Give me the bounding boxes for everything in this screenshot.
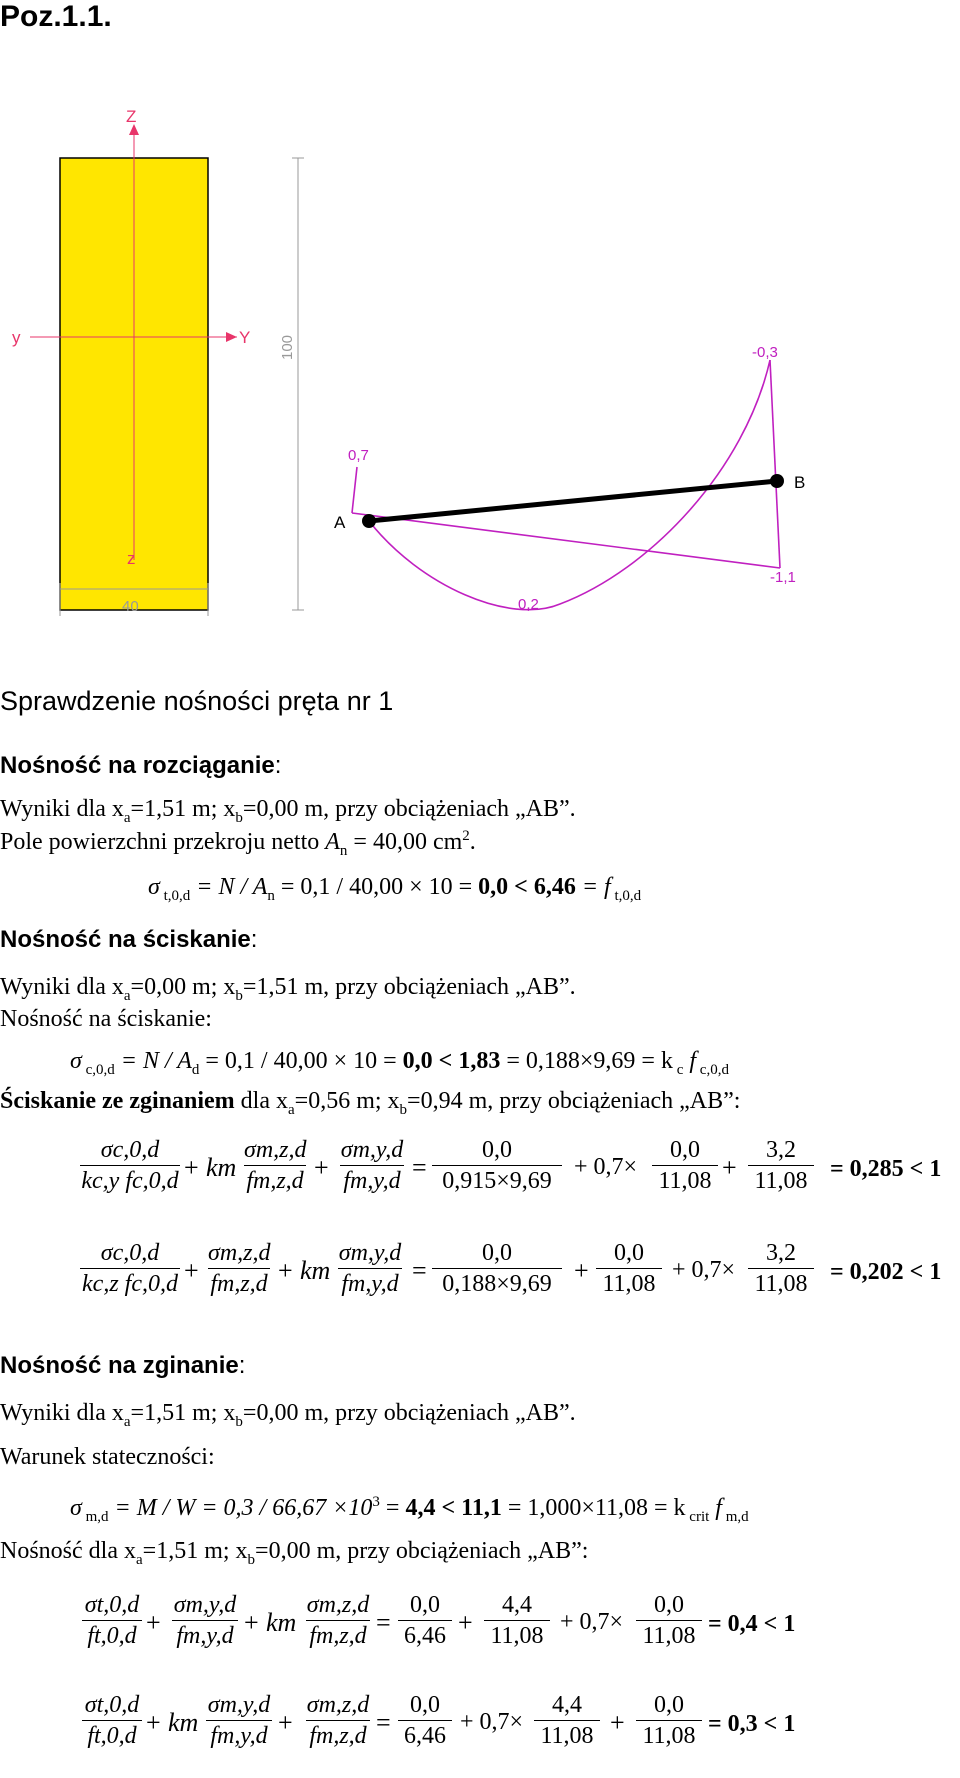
beq1-val1: 0,0 6,46	[398, 1590, 452, 1651]
bending-line2: Warunek stateczności:	[0, 1444, 215, 1470]
bending-heading: Nośność na zginanie:	[0, 1352, 246, 1379]
node-b-dot	[770, 474, 784, 488]
beq1-equals: =	[376, 1608, 391, 1637]
beq2-val3: 0,0 11,08	[636, 1690, 702, 1751]
eq2-km: km	[300, 1256, 331, 1285]
dim-width-label: 40	[122, 598, 139, 615]
eq1-coef: + 0,7×	[574, 1154, 638, 1180]
eq1-val1: 0,0 0,915×9,69	[432, 1135, 562, 1196]
beq1-val3: 0,0 11,08	[636, 1590, 702, 1651]
compression-line1: Wyniki dla $x_a=0,00$ m; $x_b=1,51$ m, przy obciążeniach „AB”.	[0, 974, 576, 1004]
eq1-result: = 0,285 < 1	[830, 1156, 942, 1182]
y-axis-arrow	[226, 332, 237, 342]
eq2-frac2: σm,z,d fm,z,d	[208, 1240, 271, 1297]
beq2-result: = 0,3 < 1	[708, 1711, 796, 1737]
beq2-frac1: σt,0,d ft,0,d	[82, 1690, 142, 1751]
eq2-plus3: +	[574, 1256, 589, 1285]
label-y-right: Y	[239, 328, 251, 347]
eq1-frac2: σm,z,d fm,z,d	[244, 1137, 307, 1194]
beq2-plus3: +	[610, 1708, 625, 1737]
eq1-plus2: +	[314, 1153, 329, 1182]
beq2-plus1: +	[146, 1708, 161, 1737]
dim-height-label: 100	[279, 334, 296, 360]
beq1-frac2: σm,y,d fm,y,d	[173, 1592, 237, 1649]
beq1-plus1: +	[146, 1608, 161, 1637]
cross-section-diagram	[0, 0, 960, 640]
eq1-frac1: σc,0,d kc,y fc,0,d	[81, 1137, 179, 1194]
eq2-frac3: σm,y,d fm,y,d	[338, 1240, 402, 1297]
beq2-frac3: σm,z,d fm,z,d	[306, 1692, 370, 1749]
page-title: Poz.1.1.	[0, 0, 112, 33]
combined-heading: Ściskanie ze zginaniem dla $x_a=0,56$ m; $x_b=0,94$ m, przy obciążeniach „AB”:	[0, 1088, 741, 1118]
eq1-equals: =	[412, 1153, 427, 1182]
eq2-val3: 3,2 11,08	[748, 1238, 814, 1299]
val-top-right: -0,3	[752, 344, 778, 361]
compression-formula: σ $_{c,0,d} = N / A_d = 0,1 / 40,00 \times 10 = 0,0 < 1,83 = 0,188\times 9,69 = k$ $_c$ f $_{c,0,d}$	[70, 1048, 729, 1078]
beq2-km: km	[168, 1708, 199, 1737]
beq2-val2: 4,4 11,08	[534, 1690, 600, 1751]
eq2-equals: =	[412, 1256, 427, 1285]
beq2-val1: 0,0 6,46	[398, 1690, 452, 1751]
beq1-frac1: σt,0,d ft,0,d	[82, 1590, 142, 1651]
eq1-plus3: +	[722, 1153, 737, 1182]
beq1-coef: + 0,7×	[560, 1609, 624, 1635]
val-bottom-mid: 0,2	[518, 596, 539, 613]
beq1-plus2: +	[244, 1608, 259, 1637]
beq2-equals: =	[376, 1708, 391, 1737]
eq2-result: = 0,202 < 1	[830, 1259, 942, 1285]
eq2-val2: 0,0 11,08	[596, 1238, 662, 1299]
eq2-val1: 0,0 0,188×9,69	[432, 1238, 562, 1299]
tension-line1: Wyniki dla $x_a=1,51$ m; $x_b=0,00$ m, przy obciążeniach „AB”.	[0, 796, 576, 826]
compression-heading: Nośność na ściskanie:	[0, 926, 258, 953]
tension-heading: Nośność na rozciąganie:	[0, 752, 282, 779]
compression-line2: Nośność na ściskanie:	[0, 1006, 212, 1032]
bending-formula: σ $_{m,d} = M / W = 0,3 / 66,67 \times 10^3 = 4,4 < 11,1 = 1,000\times 11,08 = k$ $_{crit}$ f $_{m,d}$	[70, 1494, 749, 1525]
moment-curve	[369, 360, 770, 610]
eq2-frac1: σc,0,d kc,z fc,0,d	[80, 1238, 180, 1299]
eq2-plus2: +	[278, 1256, 293, 1285]
val-bottom-right: -1,1	[770, 569, 796, 586]
beq1-frac3: σm,z,d fm,z,d	[306, 1592, 370, 1649]
label-z-bottom: z	[127, 549, 136, 568]
eq1-km: km	[206, 1153, 237, 1182]
beq1-km: km	[266, 1608, 297, 1637]
eq2-plus1: +	[184, 1256, 199, 1285]
node-a-label: A	[334, 513, 346, 532]
beq2-plus2: +	[278, 1708, 293, 1737]
eq1-frac3: σm,y,d fm,y,d	[340, 1137, 404, 1194]
beq2-frac2: σm,y,d fm,y,d	[207, 1692, 271, 1749]
beq1-val2: 4,4 11,08	[484, 1590, 550, 1651]
bar-ab	[369, 481, 777, 521]
node-a-dot	[362, 514, 376, 528]
val-left: 0,7	[348, 447, 369, 464]
eq2-coef: + 0,7×	[672, 1257, 736, 1283]
label-z-top: Z	[126, 107, 137, 126]
label-y-left: y	[12, 328, 21, 347]
bending-line3: Nośność dla $x_a=1,51$ m; $x_b=0,00$ m, przy obciążeniach „AB”:	[0, 1538, 589, 1568]
beq1-plus3: +	[458, 1608, 473, 1637]
bending-line1: Wyniki dla $x_a=1,51$ m; $x_b=0,00$ m, przy obciążeniach „AB”.	[0, 1400, 576, 1430]
eq1-plus1: +	[184, 1153, 199, 1182]
eq1-val2: 0,0 11,08	[652, 1135, 718, 1196]
beq1-result: = 0,4 < 1	[708, 1611, 796, 1637]
tension-formula: σ $_{t,0,d} = N / A_n = 0,1 / 40,00 \times 10 = 0,0 < 6,46 = f$ $_{t,0,d}$	[148, 874, 642, 904]
beq2-coef: + 0,7×	[460, 1709, 524, 1735]
eq1-val3: 3,2 11,08	[748, 1135, 814, 1196]
section-title: Sprawdzenie nośności pręta nr 1	[0, 686, 394, 716]
node-b-label: B	[794, 473, 806, 492]
tension-line2: Pole powierzchni przekroju netto $A_n = 40,00$ $cm^2$.	[0, 828, 476, 859]
